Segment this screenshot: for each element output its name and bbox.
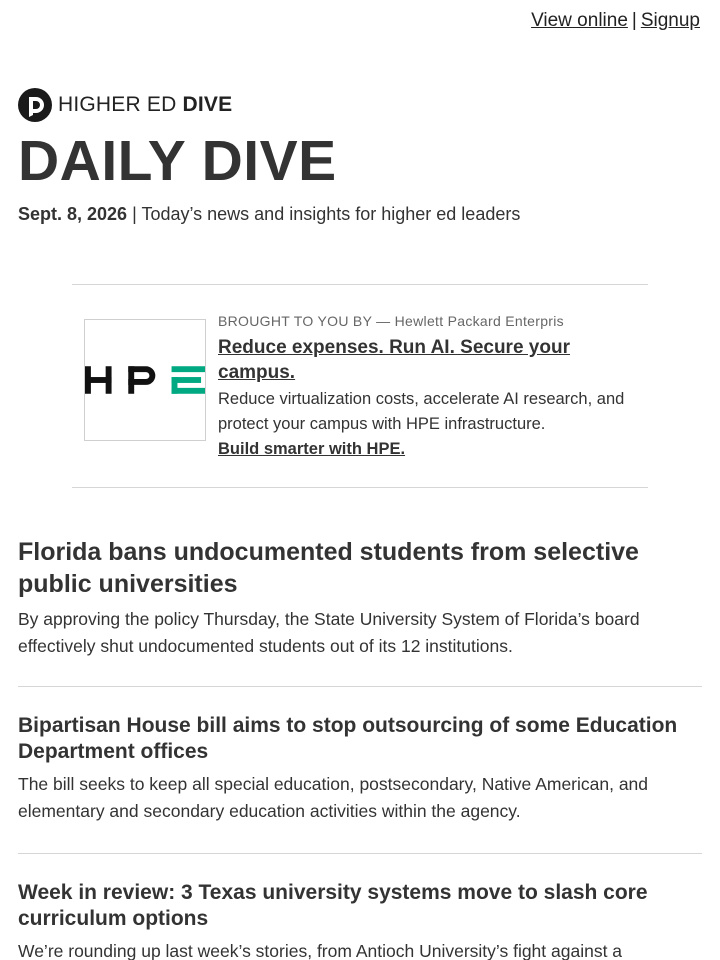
story-headline-link[interactable]: Bipartisan House bill aims to stop outsourcing of some Education Department offices: [18, 714, 678, 763]
view-online-link[interactable]: View online: [531, 10, 628, 31]
brand-logo[interactable]: [18, 88, 232, 122]
issue-date: Sept. 8, 2026: [18, 204, 128, 224]
sponsor-kicker: BROUGHT TO YOU BY — Hewlett Packard Enterpris: [218, 313, 564, 329]
nav-separator: |: [631, 10, 637, 31]
higher-ed-dive-logo-icon: [18, 88, 52, 122]
story-headline-link[interactable]: Week in review: 3 Texas university systems move to slash core curriculum options: [18, 881, 648, 930]
sponsor-description: Reduce virtualization costs, accelerate AI research, and protect your campus with HPE infrastructure.: [218, 390, 625, 433]
story-item: [18, 880, 702, 960]
sponsor-body: [218, 313, 638, 462]
story-item: [18, 536, 702, 660]
brand-name: HIGHER ED DIVE: [58, 93, 233, 116]
story-headline-link[interactable]: Florida bans undocumented students from selective public universities: [18, 538, 639, 598]
sponsor-cta-link[interactable]: Build smarter with HPE.: [218, 440, 406, 458]
story-summary: We’re rounding up last week’s stories, from Antioch University’s fight against a: [18, 941, 623, 960]
top-nav: [531, 10, 700, 32]
sponsor-block: [72, 284, 648, 488]
signup-link[interactable]: Signup: [640, 10, 700, 31]
sponsor-logo[interactable]: [84, 319, 206, 441]
story-summary: The bill seeks to keep all special education, postsecondary, Native American, and elementary and secondary education activities within the agency.: [18, 774, 649, 821]
hpe-logo-icon: [85, 360, 205, 400]
tagline: | Today’s news and insights for higher ed leaders: [132, 204, 521, 224]
dateline: [18, 204, 520, 225]
story-summary: By approving the policy Thursday, the State University System of Florida’s board effectively shut undocumented students out of its 12 institutions.: [18, 609, 640, 656]
newsletter-title: DAILY DIVE: [18, 129, 337, 193]
divider: [18, 853, 702, 854]
sponsor-headline-link[interactable]: Reduce expenses. Run AI. Secure your campus.: [218, 337, 570, 383]
divider: [18, 686, 702, 687]
story-item: [18, 713, 702, 825]
